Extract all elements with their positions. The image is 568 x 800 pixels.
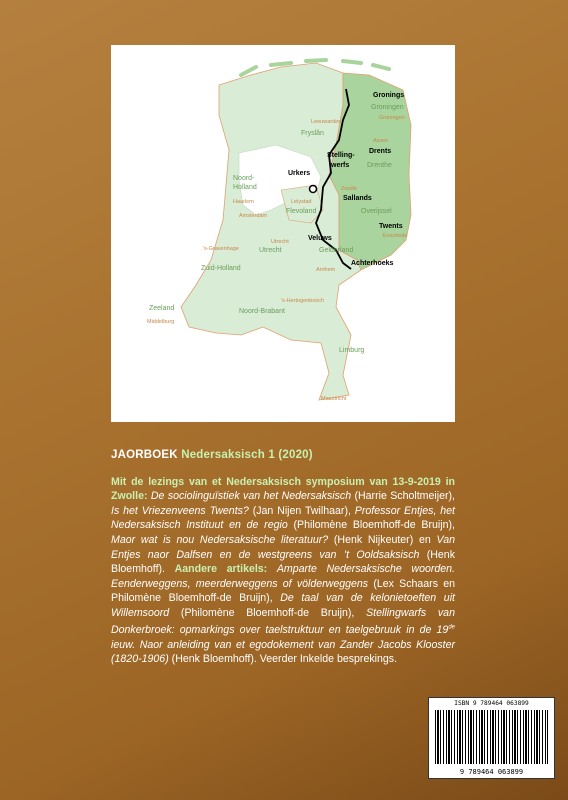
other-articles-label: Aandere artikels:	[174, 563, 268, 576]
city-groningen: Groningen	[379, 115, 405, 121]
label-groningen-prov: Groningen	[371, 104, 404, 111]
intro-highlight: Mit de lezings van et Nedersaksisch symposium van 13-9-2019 in Zwolle:	[111, 475, 455, 503]
label-noord-holland-1: Noord-	[233, 175, 255, 182]
author-8: (Henk Bloemhoff). Veerder Inkelde besprekings.	[171, 653, 398, 666]
author-7: (Philomène Bloemhoff-de Bruijn),	[180, 606, 355, 619]
book-title	[111, 448, 455, 463]
label-flevoland: Flevoland	[286, 208, 317, 215]
city-zwolle: Zwolle	[341, 186, 357, 192]
label-urkers: Urkers	[288, 170, 311, 177]
land-west	[181, 63, 361, 400]
title-1: De sociolinguïstiek van het Nedersaksisch	[150, 490, 352, 503]
title-7: De taal van de kelonietoeften uit Willemsoord	[111, 592, 455, 619]
label-achterhoeks: Achterhoeks	[351, 260, 394, 267]
isbn-barcode	[428, 697, 555, 779]
back-cover-text	[111, 448, 455, 667]
isbn-bottom-text: 9 789464 063899	[459, 768, 524, 776]
author-6: (Lex Schaars en Philomène Bloemhoff-de Bruijn),	[111, 577, 455, 605]
city-den-bosch: 's-Hertogenbosch	[281, 298, 324, 304]
title-4: Maor wat is nou Nedersaksische literatuur?	[111, 533, 329, 546]
label-twents: Twents	[379, 223, 403, 230]
title-accent: Nedersaksisch 1 (2020)	[181, 449, 313, 461]
city-haarlem: Haarlem	[233, 199, 254, 205]
label-zuid-holland: Zuid-Holland	[201, 265, 241, 272]
label-limburg: Limburg	[339, 347, 365, 354]
author-2: (Jan Nijen Twilhaar),	[252, 504, 351, 517]
city-enschede: Enschede	[383, 233, 408, 239]
city-assen: Assen	[373, 138, 389, 144]
title-5: Van Entjes naor Dalfsen en de westgreens van ’t Ooldsaksisch	[111, 533, 455, 561]
city-middelburg: Middelburg	[147, 319, 175, 325]
city-amsterdam: Amsterdam	[239, 213, 268, 219]
author-5: (Henk Bloemhoff).	[111, 548, 455, 576]
title-3: Professor Entjes, het Nedersaksisch Instituut en de regio	[111, 504, 455, 532]
urk-marker	[310, 186, 317, 193]
label-noord-brabant: Noord-Brabant	[239, 308, 285, 315]
label-noord-holland-2: Holland	[233, 184, 257, 191]
label-utrecht-prov: Utrecht	[259, 247, 282, 254]
label-gronings: Gronings	[373, 92, 405, 99]
label-drents: Drents	[369, 148, 392, 155]
label-stellingwerfs-1: Stelling-	[327, 152, 355, 159]
label-zeeland: Zeeland	[149, 305, 175, 312]
map-panel	[111, 45, 455, 422]
city-leeuwarden: Leeuwarden	[311, 119, 342, 125]
barcode-bars	[435, 710, 548, 764]
isbn-top-text: ISBN 9 789464 063899	[454, 700, 529, 707]
city-arnhem: Arnhem	[316, 267, 336, 273]
label-fryslan: Fryslân	[301, 130, 324, 137]
title-8: Stellingwarfs van Donkerbroek: opmarkings over taelstruktuur en taelgebruuk in de 19de ieuw. Naor anleiding van et egodokement van Zander Jacobs Klooster (1820-1906)	[111, 606, 455, 666]
label-drenthe: Drenthe	[367, 162, 392, 169]
netherlands-map	[111, 45, 455, 422]
label-overijssel: Overijssel	[361, 208, 392, 215]
superscript: de	[448, 624, 455, 631]
label-stellingwerfs-2: werfs	[331, 162, 350, 169]
title-2: Is het Vriezenveens Twents?	[111, 504, 249, 517]
label-gelderland: Gelderland	[319, 247, 354, 254]
label-sallands: Sallands	[343, 195, 372, 202]
label-veluws: Veluws	[308, 235, 332, 242]
contents-paragraph	[111, 475, 455, 667]
title-prefix: JAORBOEK	[111, 449, 178, 461]
city-den-haag: 's-Gravenhage	[203, 246, 239, 252]
author-4: (Henk Nijkeuter) en	[333, 533, 431, 546]
city-lelystad: Lelystad	[291, 199, 312, 205]
author-1: (Harrie Scholtmeijer),	[354, 490, 455, 503]
city-utrecht: Utrecht	[271, 239, 289, 245]
author-3: (Philomène Bloemhoff-de Bruijn),	[293, 519, 455, 532]
city-maastricht: Maastricht	[321, 396, 347, 402]
title-6: Amparte Nedersaksische woorden. Eenderweggens, meerderweggens of völderweggens	[111, 563, 456, 590]
